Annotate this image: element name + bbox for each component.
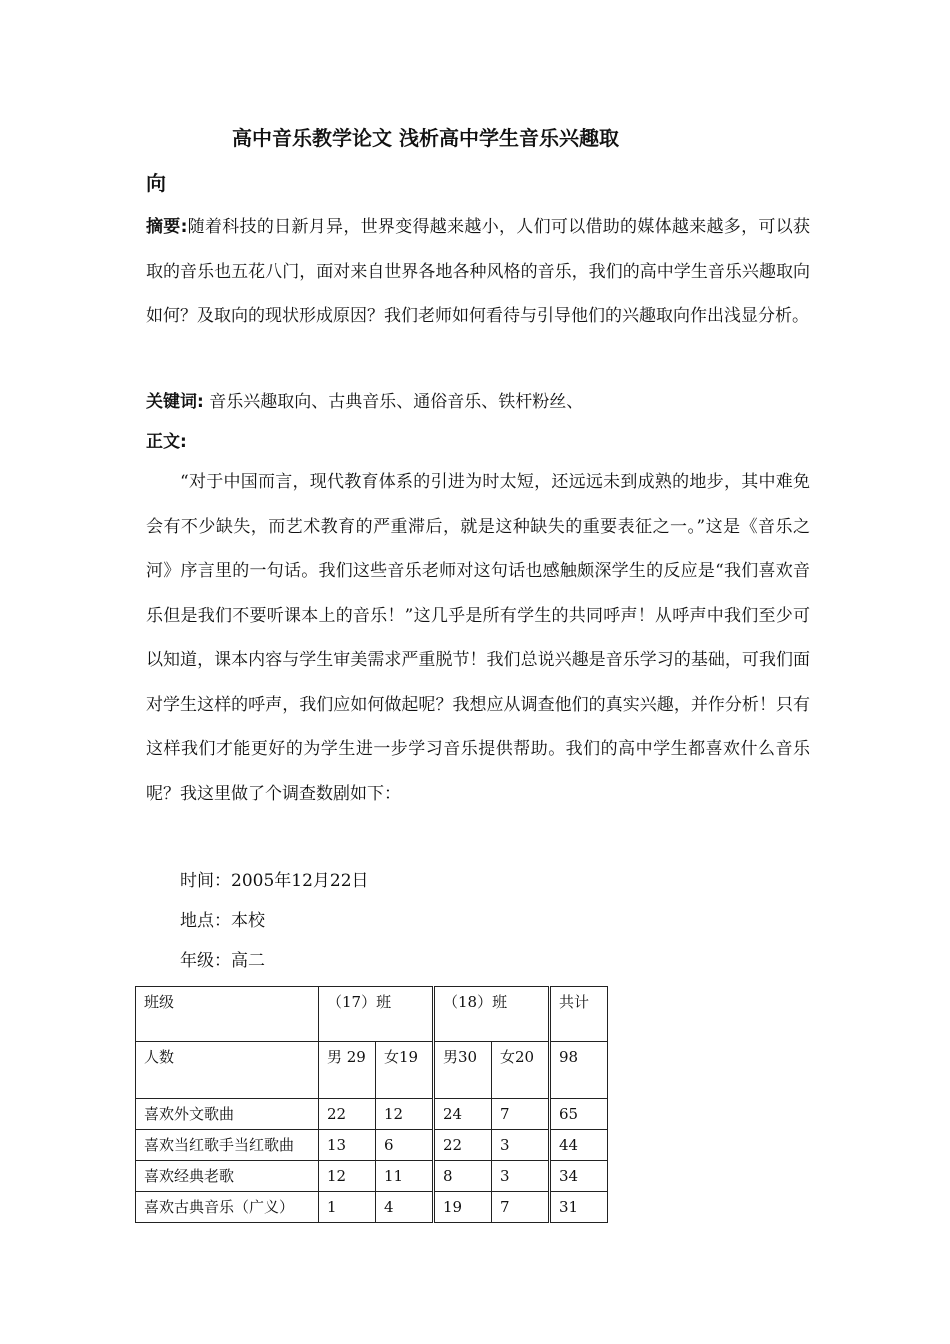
count-total: 98 [550, 1042, 608, 1099]
survey-table [135, 986, 608, 1223]
survey-time: 时间：2005年12月22日 [180, 871, 369, 891]
abstract-text: 随着科技的日新月异，世界变得越来越小，人们可以借助的媒体越来越多，可以获取的音乐也五花八门，面对来自世界各地各种风格的音乐，我们的高中学生音乐兴趣取向如何？及取向的现状形成原因？我们老师如何看待与引导他们的兴趣取向作出浅显分析。 [146, 217, 810, 326]
document-title: 高中音乐教学论文 浅析高中学生音乐兴趣取 [232, 126, 619, 150]
row-total: 65 [550, 1099, 608, 1130]
row-female-17: 6 [376, 1130, 434, 1161]
table-header-row [136, 987, 608, 1042]
row-total: 31 [550, 1192, 608, 1223]
count-male-18: 男30 [434, 1042, 492, 1099]
header-total: 共计 [550, 987, 608, 1042]
keywords-label: 关键词: [146, 392, 204, 412]
row-label: 喜欢外文歌曲 [136, 1099, 319, 1130]
survey-grade: 年级：高二 [180, 951, 265, 971]
survey-place: 地点：本校 [180, 911, 265, 931]
row-male-18: 19 [434, 1192, 492, 1223]
row-male-17: 12 [319, 1161, 376, 1192]
row-female-17: 11 [376, 1161, 434, 1192]
row-female-17: 4 [376, 1192, 434, 1223]
table-row [136, 1099, 608, 1130]
table-row [136, 1192, 608, 1223]
row-total: 44 [550, 1130, 608, 1161]
row-female-18: 3 [492, 1161, 550, 1192]
body-label: 正文: [146, 432, 187, 452]
count-female-18: 女20 [492, 1042, 550, 1099]
keywords-paragraph [146, 380, 810, 425]
keywords-text: 音乐兴趣取向、古典音乐、通俗音乐、铁杆粉丝、 [209, 392, 584, 412]
table-row [136, 1130, 608, 1161]
header-class-label: 班级 [136, 987, 319, 1042]
header-class-17: （17）班 [319, 987, 434, 1042]
document-title-continuation: 向 [146, 171, 166, 195]
body-text: “对于中国而言，现代教育体系的引进为时太短，还远远未到成熟的地步，其中难免会有不少缺失，而艺术教育的严重滞后，就是这种缺失的重要表征之一。”这是《音乐之河》序言里的一句话。我们这些音乐老师对这句话也感触颇深学生的反应是“我们喜欢音乐但是我们不要听课本上的音乐！”这几乎是所有学生的共同呼声！从呼声中我们至少可以知道，课本内容与学生审美需求严重脱节！我们总说兴趣是音乐学习的基础，可我们面对学生这样的呼声，我们应如何做起呢？我想应从调查他们的真实兴趣，并作分析！只有这样我们才能更好的为学生进一步学习音乐提供帮助。我们的高中学生都喜欢什么音乐呢？我这里做了个调查数剧如下： [146, 472, 810, 804]
row-female-18: 3 [492, 1130, 550, 1161]
row-female-18: 7 [492, 1192, 550, 1223]
abstract-paragraph [146, 205, 810, 339]
row-label: 喜欢当红歌手当红歌曲 [136, 1130, 319, 1161]
row-label: 喜欢古典音乐（广义） [136, 1192, 319, 1223]
count-label: 人数 [136, 1042, 319, 1099]
row-male-17: 22 [319, 1099, 376, 1130]
row-male-18: 8 [434, 1161, 492, 1192]
row-male-17: 1 [319, 1192, 376, 1223]
table-count-row [136, 1042, 608, 1099]
row-total: 34 [550, 1161, 608, 1192]
table-row [136, 1161, 608, 1192]
count-male-17: 男 29 [319, 1042, 376, 1099]
header-class-18: （18）班 [434, 987, 550, 1042]
row-female-18: 7 [492, 1099, 550, 1130]
row-female-17: 12 [376, 1099, 434, 1130]
row-male-17: 13 [319, 1130, 376, 1161]
abstract-label: 摘要: [146, 217, 188, 237]
row-male-18: 22 [434, 1130, 492, 1161]
row-label: 喜欢经典老歌 [136, 1161, 319, 1192]
row-male-18: 24 [434, 1099, 492, 1130]
body-section [146, 420, 810, 465]
count-female-17: 女19 [376, 1042, 434, 1099]
